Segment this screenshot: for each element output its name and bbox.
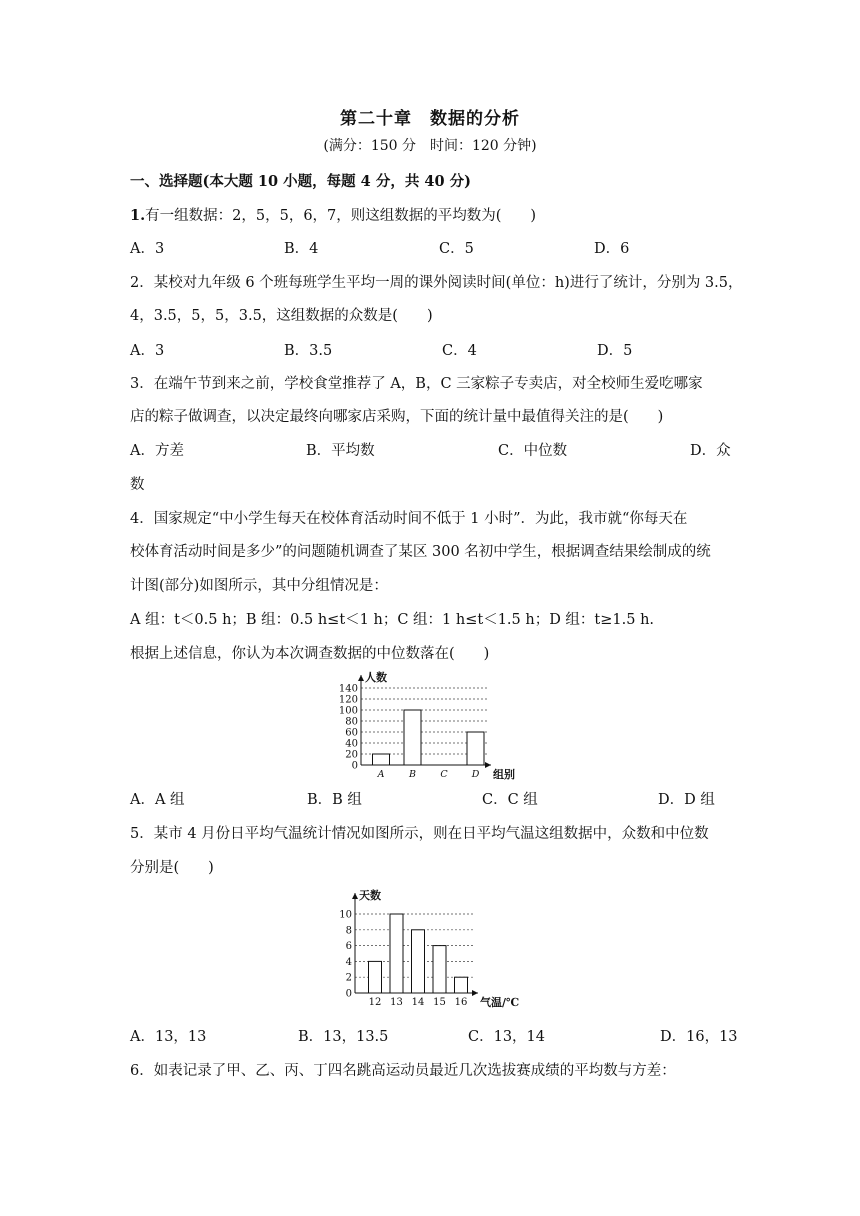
y-tick-label: 40 <box>345 738 358 750</box>
q2-option-b: B．3.5 <box>284 343 333 359</box>
x-tick-label: C <box>440 769 448 780</box>
question-4-line3: 计图(部分)如图所示，其中分组情况是： <box>130 578 388 594</box>
question-5-line1: 5．某市 4 月份日平均气温统计情况如图所示，则在日平均气温这组数据中，众数和中位数 <box>130 826 709 842</box>
x-tick-label: 15 <box>433 997 446 1008</box>
x-tick-label: 13 <box>390 997 403 1008</box>
question-4-line4: A 组：t＜0.5 h；B 组：0.5 h≤t＜1 h；C 组：1 h≤t＜1.5 h；D 组：t≥1.5 h. <box>130 612 655 628</box>
q2-option-d: D．5 <box>597 343 633 359</box>
q1-option-a: A．3 <box>130 241 165 257</box>
question-1 <box>130 204 735 225</box>
q5-option-b: B．13，13.5 <box>298 1029 389 1045</box>
question-2-line2: 4，3.5，5，5，3.5，这组数据的众数是( ) <box>130 308 433 324</box>
section-heading: 一、选择题(本大题 10 小题，每题 4 分，共 40 分) <box>130 173 471 190</box>
page-title: 第二十章 数据的分析 <box>340 109 520 129</box>
question-6-line1: 6．如表记录了甲、乙、丙、丁四名跳高运动员最近几次选拔赛成绩的平均数与方差： <box>130 1063 676 1079</box>
y-tick-label: 0 <box>345 988 352 1000</box>
y-tick-label: 100 <box>338 705 358 717</box>
q3-option-c: C．中位数 <box>498 443 568 459</box>
chart-activity-time <box>335 665 535 780</box>
y-tick-label: 6 <box>345 941 352 953</box>
x-axis-arrow <box>472 990 478 996</box>
y-tick-label: 120 <box>338 694 358 706</box>
q5-option-d: D．16，13 <box>660 1029 738 1045</box>
y-tick-label: 20 <box>345 749 358 761</box>
question-4-line2: 校体育活动时间是多少”的问题随机调查了某区 300 名初中学生，根据调查结果绘制成的统 <box>130 544 711 560</box>
y-tick-label: 140 <box>338 683 358 695</box>
bar <box>467 732 484 765</box>
y-tick-label: 60 <box>345 727 358 739</box>
q4-option-a: A．A 组 <box>130 792 185 808</box>
bar <box>433 946 446 993</box>
y-tick-label: 80 <box>345 716 358 728</box>
q2-option-a: A．3 <box>130 343 165 359</box>
x-axis-title: 组别 <box>493 768 515 780</box>
y-tick-label: 2 <box>345 972 352 984</box>
x-tick-label: B <box>409 769 416 780</box>
y-tick-label: 10 <box>339 909 352 921</box>
x-tick-label: 12 <box>368 997 382 1008</box>
bar <box>390 914 403 993</box>
page-subtitle: (满分：150 分 时间：120 分钟) <box>323 138 537 154</box>
q3-option-d-wrap: 数 <box>130 477 145 493</box>
question-2-line1: 2．某校对九年级 6 个班每班学生平均一周的课外阅读时间(单位：h)进行了统计，分别为 3.5， <box>130 275 743 291</box>
q2-option-c: C．4 <box>442 343 477 359</box>
bar <box>404 710 421 765</box>
q4-option-d: D．D 组 <box>658 792 715 808</box>
y-axis-arrow <box>352 893 358 899</box>
question-1-text: 有一组数据：2，5，5，6，7，则这组数据的平均数为( ) <box>145 208 537 224</box>
question-3-line1: 3．在端午节到来之前，学校食堂推荐了 A，B，C 三家粽子专卖店，对全校师生爱吃哪家 <box>130 376 703 392</box>
x-tick-label: A <box>377 769 385 780</box>
question-1-number: 1. <box>130 207 146 224</box>
q5-option-c: C．13，14 <box>468 1029 545 1045</box>
q1-option-b: B．4 <box>284 241 319 257</box>
q4-option-c: C．C 组 <box>482 792 538 808</box>
y-axis-title: 人数 <box>365 671 387 684</box>
x-axis-arrow <box>485 762 491 768</box>
question-4-line1: 4．国家规定“中小学生每天在校体育活动时间不低于 1 小时”．为此，我市就“你每天在 <box>130 511 688 527</box>
bar <box>373 754 390 765</box>
x-tick-label: 14 <box>411 997 425 1008</box>
y-tick-label: 8 <box>345 925 352 937</box>
question-4-line5: 根据上述信息，你认为本次调查数据的中位数落在( ) <box>130 646 490 662</box>
y-axis-title: 天数 <box>359 889 381 902</box>
bar <box>455 977 468 993</box>
x-tick-label: D <box>471 769 480 780</box>
q3-option-b: B．平均数 <box>306 443 375 459</box>
bar <box>369 961 382 993</box>
q3-option-d: D．众 <box>690 443 731 459</box>
y-tick-label: 4 <box>345 956 352 968</box>
q5-option-a: A．13，13 <box>130 1029 207 1045</box>
x-axis-title: 气温/℃ <box>480 996 520 1009</box>
bar <box>412 930 425 993</box>
question-5-line2: 分别是( ) <box>130 860 214 876</box>
q3-option-a: A．方差 <box>130 443 184 459</box>
y-axis-arrow <box>358 675 364 681</box>
q1-option-c: C．5 <box>439 241 474 257</box>
q1-option-d: D．6 <box>594 241 630 257</box>
question-3-line2: 店的粽子做调查，以决定最终向哪家店采购，下面的统计量中最值得关注的是( ) <box>130 409 664 425</box>
x-tick-label: 16 <box>454 997 468 1008</box>
chart-temperature <box>335 885 540 1010</box>
q4-option-b: B．B 组 <box>307 792 362 808</box>
y-tick-label: 0 <box>351 760 358 772</box>
